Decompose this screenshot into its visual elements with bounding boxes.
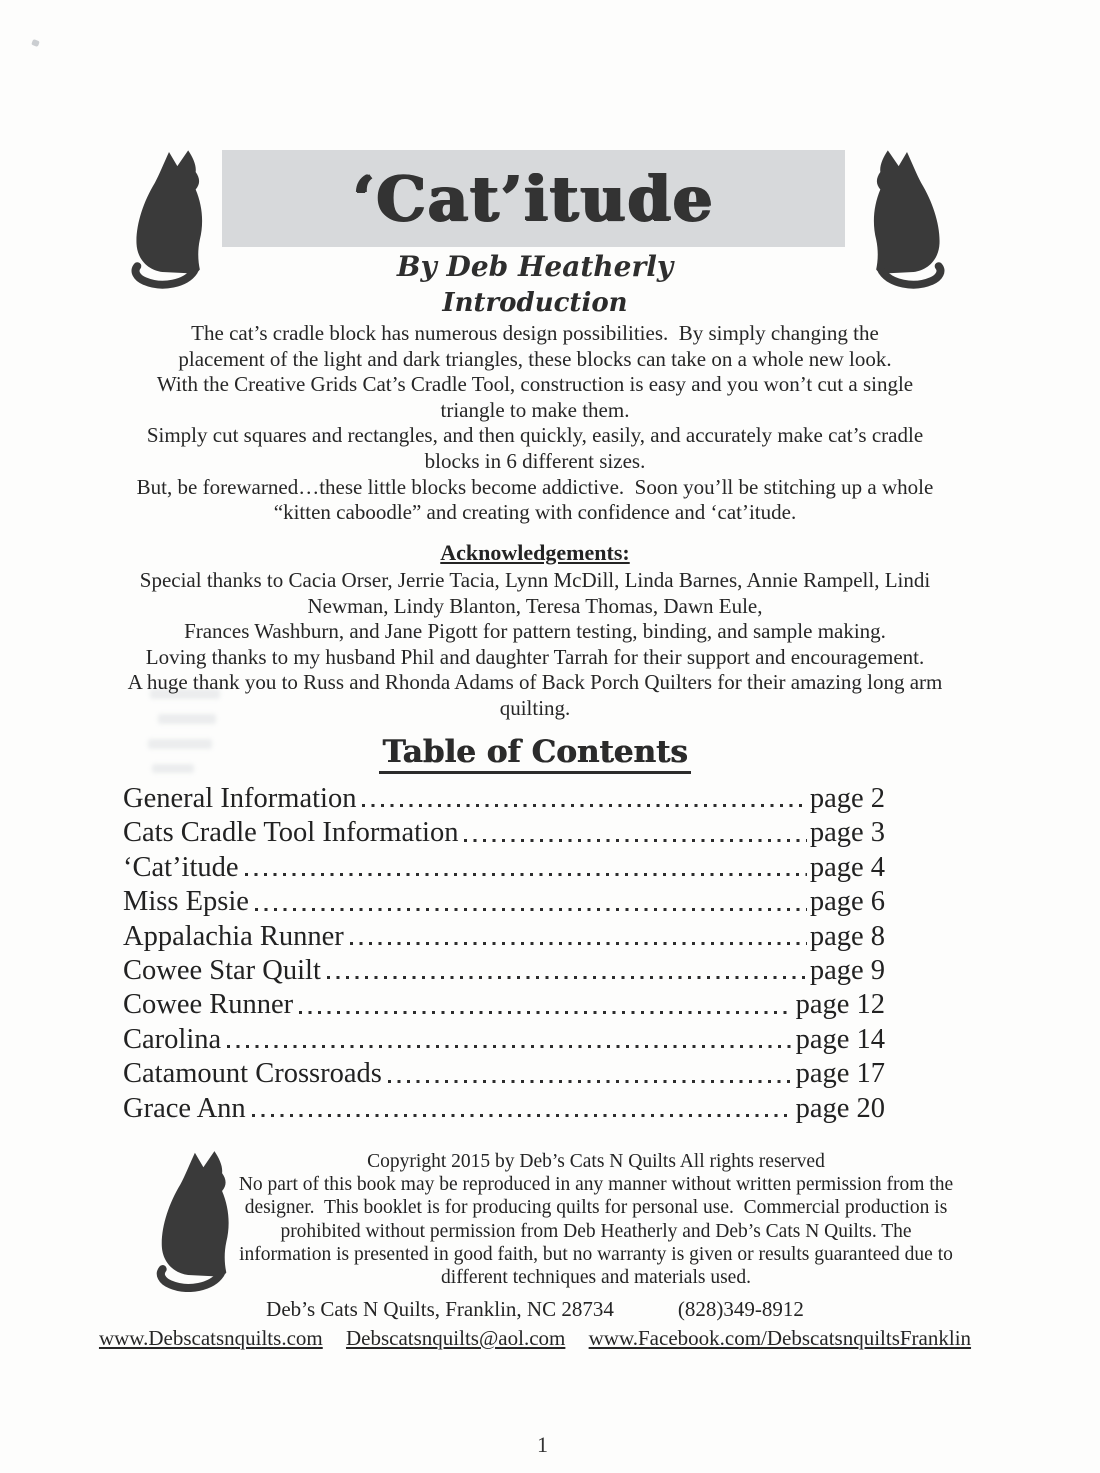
introduction-heading: Introduction — [442, 288, 628, 318]
copyright-line: Copyright 2015 by Deb’s Cats N Quilts All rights reserved — [367, 1151, 825, 1172]
toc-entry-title: Cowee Runner — [123, 989, 294, 1021]
contact-phone: (828)349-8912 — [677, 1297, 804, 1321]
toc-entry-title: Catamount Crossroads — [123, 1058, 382, 1090]
toc-entry-title: Cowee Star Quilt — [123, 955, 321, 987]
dotted-leader — [246, 1092, 796, 1126]
toc-entry-page: page 6 — [809, 886, 885, 918]
text-line: Frances Washburn, and Jane Pigott for pattern testing, binding, and sample making. — [184, 619, 886, 644]
contact-link[interactable]: www.Facebook.com/DebscatsnquiltsFranklin — [588, 1326, 972, 1350]
toc-entry — [123, 1057, 885, 1091]
toc-entry-page: page 2 — [809, 783, 885, 814]
text-line: Loving thanks to my husband Phil and daughter Tarrah for their support and encouragement. — [145, 644, 925, 669]
copyright-line: No part of this book may be reproduced in any manner without written permission from the — [238, 1174, 954, 1196]
scan-speck — [31, 39, 40, 47]
acknowledgements-text — [80, 568, 990, 722]
dotted-leader — [356, 782, 809, 816]
text-line: Newman, Lindy Blanton, Teresa Thomas, Dawn Eule, — [307, 593, 763, 618]
toc-entry-title: Grace Ann — [123, 1092, 246, 1124]
toc-entry-title: Cats Cradle Tool Information — [123, 817, 459, 849]
copyright-line: different techniques and materials used. — [441, 1267, 751, 1289]
toc-entry — [123, 885, 885, 919]
toc-entry-page: page 12 — [795, 989, 885, 1021]
toc-entry-page: page 3 — [809, 817, 885, 849]
text-line: A huge thank you to Russ and Rhonda Adams of Back Porch Quilters for their amazing long arm — [127, 670, 943, 695]
text-line: quilting. — [499, 695, 571, 720]
toc-entry — [123, 782, 885, 816]
toc-entry-page: page 8 — [809, 920, 885, 952]
toc-entry — [123, 851, 885, 885]
toc-entry-title: General Information — [123, 783, 357, 814]
contact-section — [0, 1297, 1070, 1351]
introduction-section — [85, 288, 985, 526]
text-line: The cat’s cradle block has numerous design possibilities. By simply changing the — [191, 321, 879, 345]
toc-entry — [123, 1092, 885, 1126]
table-of-contents — [123, 782, 885, 1126]
contact-link[interactable]: www.Debscatsnquilts.com — [98, 1326, 323, 1350]
copyright-line: prohibited without permission from Deb Heatherly and Deb’s Cats N Quilts. The — [280, 1220, 912, 1242]
text-line: Special thanks to Cacia Orser, Jerrie Tacia, Lynn McDill, Linda Barnes, Annie Rampell, Lindi — [139, 568, 931, 592]
toc-entry — [123, 954, 885, 988]
text-line: But, be forewarned…these little blocks become addictive. Soon you’ll be stitching up a whole — [136, 474, 934, 499]
acknowledgements-section — [80, 540, 990, 722]
toc-entry-title: Miss Epsie — [123, 886, 249, 918]
acknowledgements-heading: Acknowledgements: — [440, 540, 630, 565]
toc-entry-page: page 14 — [795, 1023, 885, 1055]
title-banner — [222, 150, 845, 247]
copyright-line: designer. This booklet is for producing quilts for personal use. Commercial production is — [244, 1197, 948, 1219]
toc-entry-title: Carolina — [123, 1023, 222, 1055]
toc-entry-title: Appalachia Runner — [123, 920, 344, 952]
contact-address: Deb’s Cats N Quilts, Franklin, NC 28734 — [266, 1297, 614, 1321]
toc-entry-page: page 4 — [809, 851, 885, 883]
toc-heading: Table of Contents — [379, 734, 690, 774]
toc-entry — [123, 816, 885, 850]
contact-links — [0, 1326, 1070, 1351]
toc-heading-wrap — [0, 734, 1070, 770]
dotted-leader — [293, 988, 795, 1022]
page-number: 1 — [537, 1432, 548, 1457]
toc-entry — [123, 988, 885, 1022]
dotted-leader — [382, 1057, 796, 1091]
dotted-leader — [458, 816, 809, 850]
toc-entry-page: page 9 — [809, 955, 885, 987]
contact-line — [0, 1297, 1070, 1322]
toc-entry — [123, 1023, 885, 1057]
text-line: placement of the light and dark triangles, these blocks can take on a whole new look. — [178, 346, 892, 371]
dotted-leader — [239, 851, 810, 885]
toc-entry-page: page 17 — [795, 1058, 885, 1090]
toc-entry — [123, 920, 885, 954]
toc-entry-page: page 20 — [795, 1092, 885, 1124]
dotted-leader — [321, 954, 810, 988]
page-title: ‘Cat’itude — [352, 162, 715, 235]
text-line: “kitten caboodle” and creating with confidence and ‘cat’itude. — [273, 500, 797, 525]
byline: By Deb Heatherly — [396, 250, 674, 283]
copyright-line: information is presented in good faith, but no warranty is given or results guaranteed due to — [239, 1243, 953, 1265]
dotted-leader — [344, 920, 810, 954]
text-line: blocks in 6 different sizes. — [424, 448, 646, 473]
introduction-text — [85, 321, 985, 526]
text-line: Simply cut squares and rectangles, and then quickly, easily, and accurately make cat’s cradle — [146, 423, 924, 448]
contact-link[interactable]: Debscatsnquilts@aol.com — [345, 1326, 566, 1350]
dotted-leader — [249, 885, 810, 919]
dotted-leader — [221, 1023, 795, 1057]
text-line: With the Creative Grids Cat’s Cradle Tool, construction is easy and you won’t cut a single — [156, 372, 914, 397]
toc-entry-title: ‘Cat’itude — [123, 851, 239, 883]
text-line: triangle to make them. — [440, 397, 630, 422]
copyright-section — [228, 1150, 964, 1289]
